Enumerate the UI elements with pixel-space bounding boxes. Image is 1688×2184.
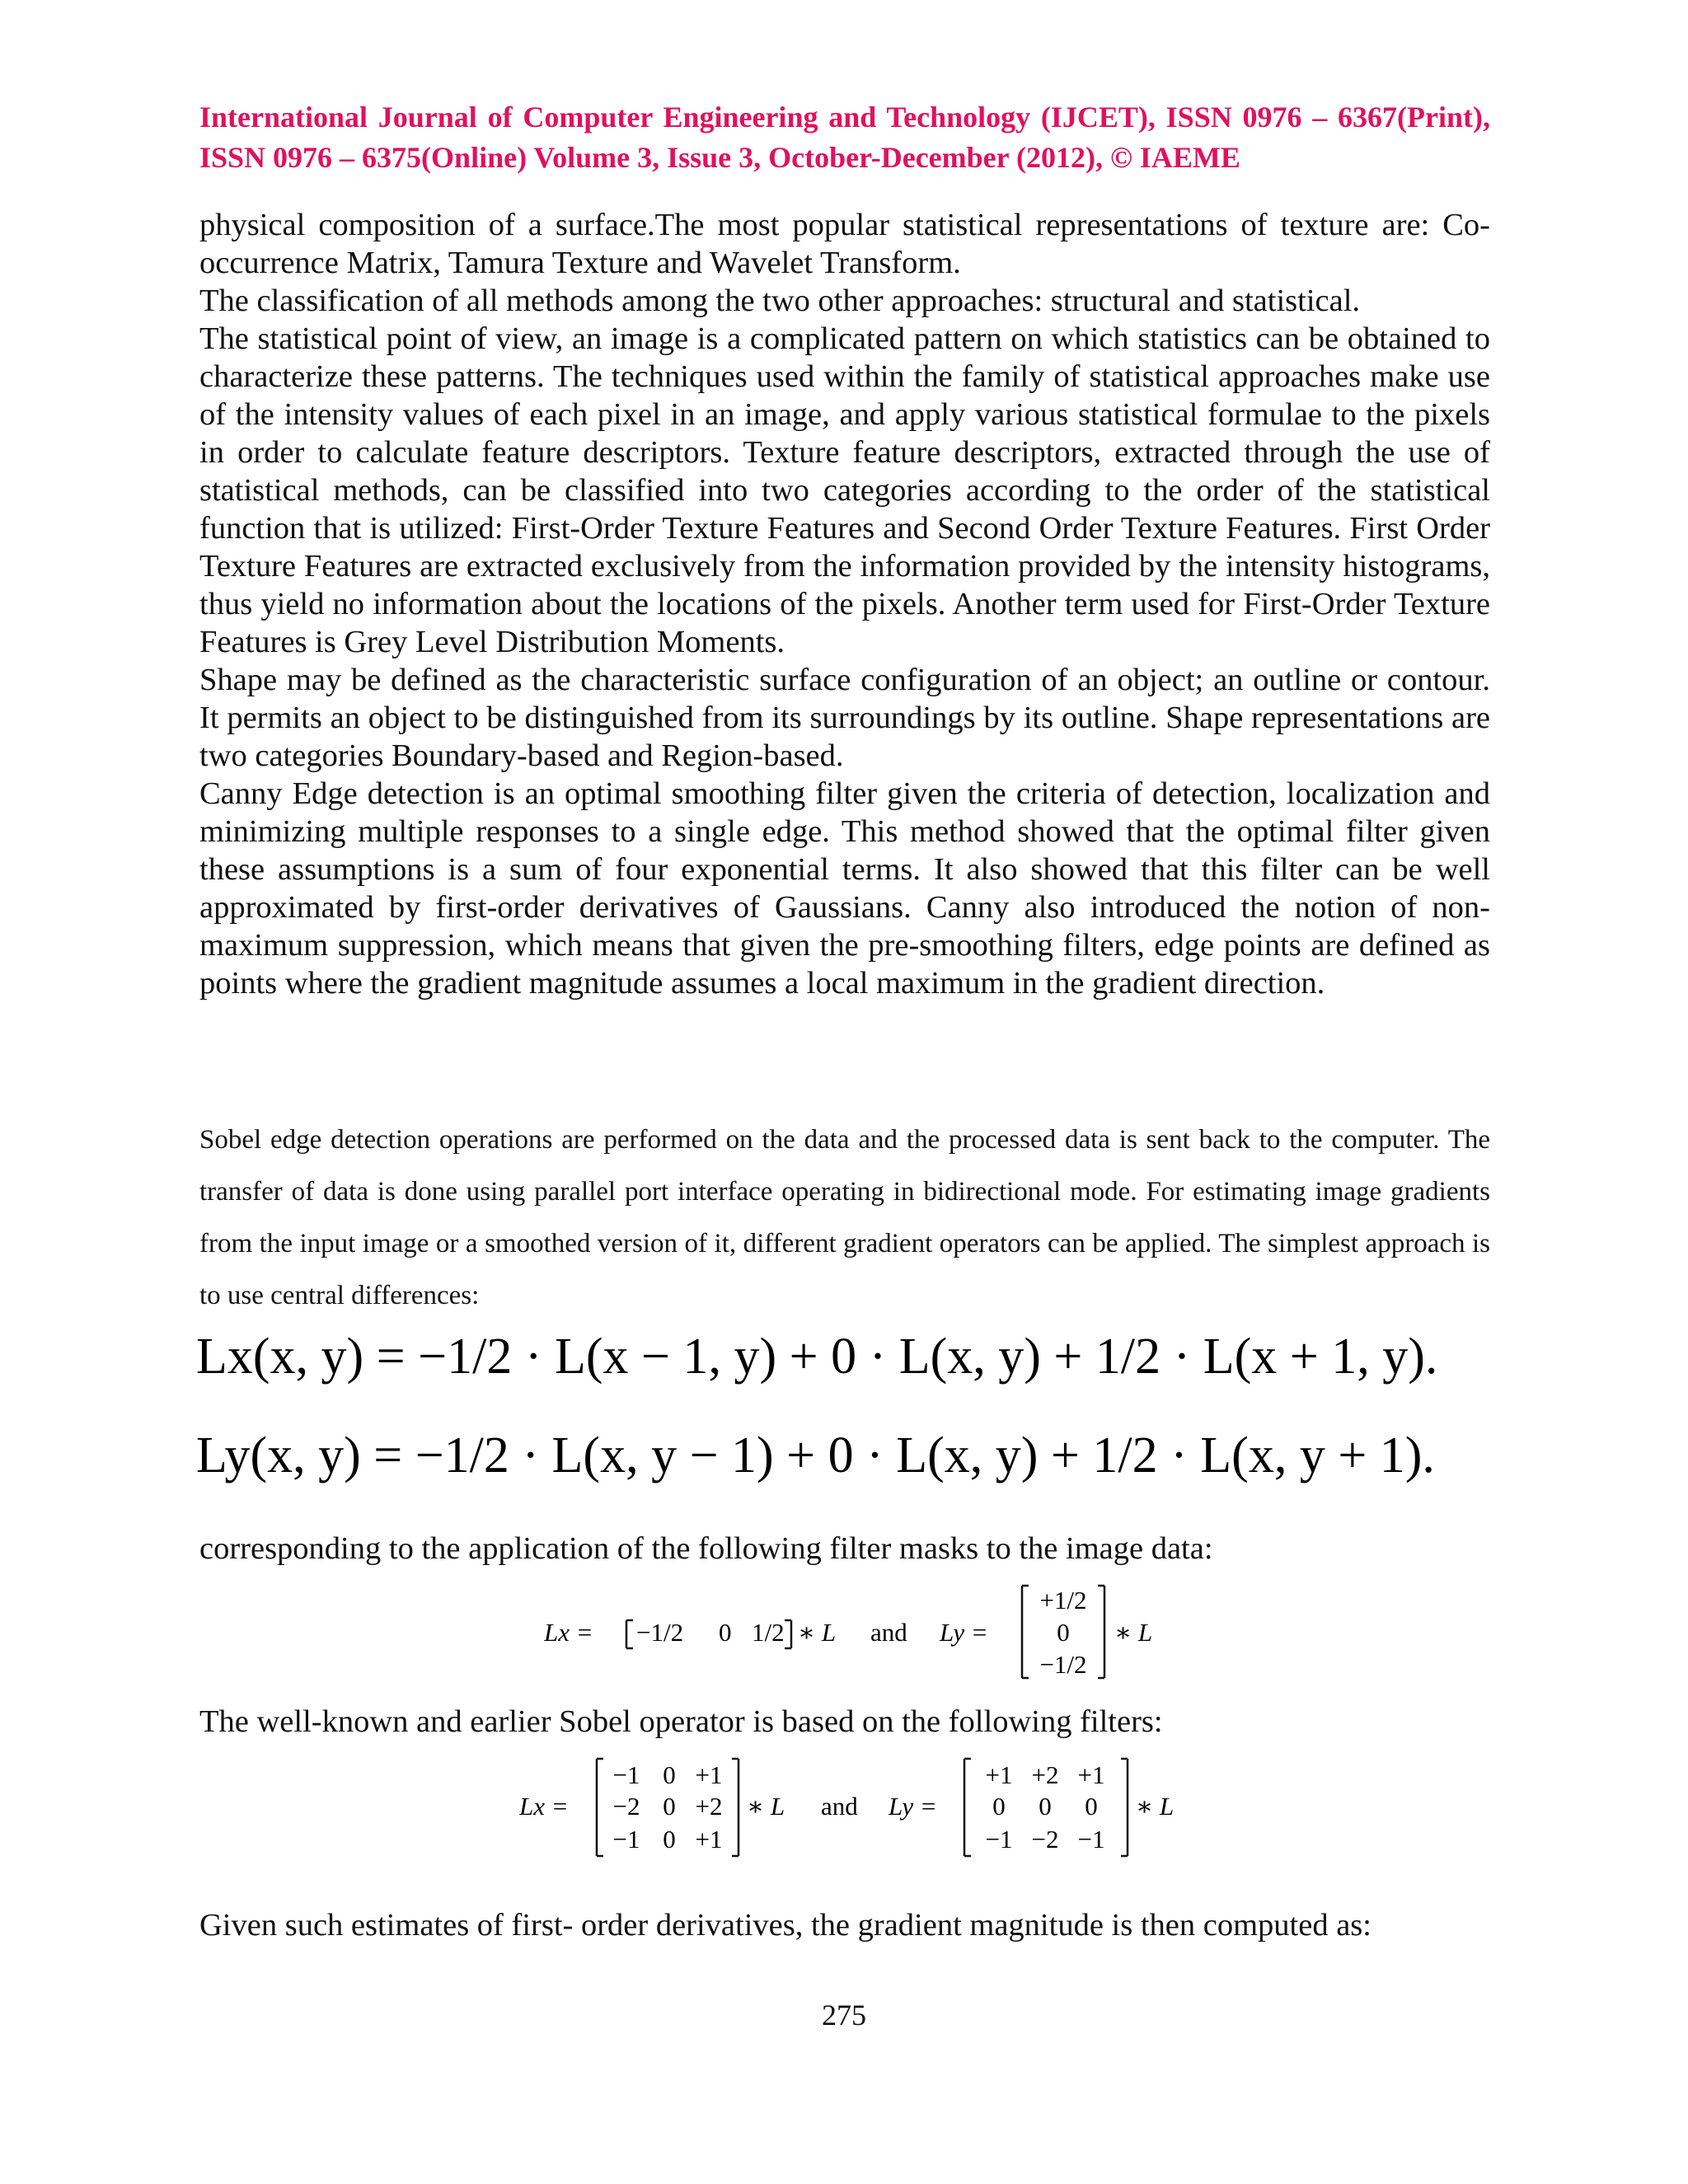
sobel-intro: The well-known and earlier Sobel operator is based on the following filters:: [199, 1704, 1163, 1739]
paragraph-sobel: Sobel edge detection operations are performed on the data and the processed data is sent back to the computer. The transfer of data is done using parallel port interface operating in bidirectional mode. For estimating image gradients from the input image or a smoothed version of it, different gradient operators can be applied. The simplest approach is to use central differences:: [199, 1125, 1490, 1310]
central-ly-bracket-right: [1098, 1586, 1104, 1678]
sobel-ly-lhs: Ly =: [889, 1792, 937, 1821]
central-ly-cell-2: 0: [1057, 1618, 1070, 1647]
sobel-and: and: [821, 1792, 858, 1821]
central-ly-cell-3: −1/2: [1039, 1650, 1087, 1679]
sobel-lx-cell-r2c3: +2: [695, 1792, 723, 1821]
paragraph-statistical: The statistical point of view, an image is a complicated pattern on which statistics can be obtained to characterize these patterns. The techniques used within the family of statistical approaches make use of the intensity values of each pixel in an image, and apply various statistical formulae to the pixels in order to calculate feature descriptors. Texture feature descriptors, extracted through the use of statistical methods, can be classified into two categories according to the order of the statistical function that is utilized: First-Order Texture Features and Second Order Texture Features. First Order Texture Features are extracted exclusively from the information provided by the intensity histograms, thus yield no information about the locations of the pixels. Another term used for First-Order Texture Features is Grey Level Distribution Moments.: [199, 321, 1490, 659]
equation-ly: [196, 1418, 1515, 1492]
sobel-lx-cell-r2c2: 0: [663, 1792, 676, 1821]
equation-lx: [196, 1319, 1515, 1393]
paragraph-shape: Shape may be defined as the characteristic surface configuration of an object; an outline or contour. It permits an object to be distinguished from its surroundings by its outline. Shape representations are two categories Boundary-based and Region-based.: [199, 663, 1490, 773]
sobel-ly-cell-r2c3: 0: [1085, 1792, 1098, 1821]
sobel-ly-cell-r2c2: 0: [1039, 1792, 1052, 1821]
sobel-lx-op: ∗ L: [747, 1792, 785, 1821]
sobel-lx-cell-r2c1: −2: [612, 1792, 640, 1821]
page-number: 275: [822, 1999, 866, 2032]
sobel-masks: [519, 1755, 1195, 1859]
paragraph-canny: Canny Edge detection is an optimal smoothing filter given the criteria of detection, localization and minimizing multiple responses to a single edge. This method showed that the optimal filter given these assumptions is a sum of four exponential terms. It also showed that this filter can be well approximated by first-order derivatives of Gaussians. Canny also introduced the notion of non-maximum suppression, which means that given the pre-smoothing filters, edge points are defined as points where the gradient magnitude assumes a local maximum in the gradient direction.: [199, 776, 1490, 1001]
journal-header: International Journal of Computer Engineering and Technology (IJCET), ISSN 0976 – 6367(Print), ISSN 0976 – 6375(Online) Volume 3, Issue 3, October-December (2012), © IAEME: [199, 101, 1490, 174]
central-lx-cell-2: 0: [719, 1618, 732, 1647]
central-lx-cell-1: −1/2: [636, 1618, 684, 1647]
filter-masks-intro: corresponding to the application of the following filter masks to the image data:: [199, 1531, 1213, 1566]
sobel-ly-cell-r2c1: 0: [992, 1792, 1006, 1821]
sobel-ly-cell-r1c3: +1: [1077, 1760, 1105, 1789]
central-ly-cell-1: +1/2: [1039, 1586, 1087, 1615]
sobel-lx-cell-r1c1: −1: [612, 1760, 640, 1789]
sobel-lx-cell-r3c2: 0: [663, 1825, 676, 1854]
central-masks: [544, 1581, 1170, 1680]
sobel-lx-cell-r3c1: −1: [612, 1825, 640, 1854]
central-ly-op: ∗ L: [1114, 1618, 1153, 1647]
sobel-lx-matrix: [613, 1760, 723, 1854]
central-lx-lhs: Lx =: [544, 1618, 593, 1647]
sobel-ly-cell-r3c3: −1: [1077, 1825, 1105, 1854]
sobel-lx-cell-r1c2: 0: [663, 1760, 676, 1789]
sobel-ly-cell-r3c1: −1: [985, 1825, 1013, 1854]
central-and: and: [870, 1618, 907, 1647]
gradient-intro: Given such estimates of first- order derivatives, the gradient magnitude is then computed as:: [199, 1908, 1372, 1943]
paragraph-texture: physical composition of a surface.The most popular statistical representations of texture are: Co-occurrence Matrix, Tamura Texture and Wavelet Transform.: [199, 208, 1490, 280]
central-lx-bracket-right: [785, 1620, 791, 1648]
sobel-ly-op: ∗ L: [1136, 1792, 1175, 1821]
sobel-lx-bracket-right: [732, 1759, 738, 1856]
central-ly-lhs: Ly =: [940, 1618, 988, 1647]
body-text: [199, 206, 1490, 1002]
sobel-ly-bracket-right: [1121, 1759, 1128, 1856]
equation-lx-text: Lx(x, y) = −1/2 · L(x − 1, y) + 0 · L(x, y) + 1/2 · L(x + 1, y).: [196, 1329, 1438, 1385]
paragraph-classification: The classification of all methods among the two other approaches: structural and statistical.: [199, 284, 1361, 318]
sobel-ly-cell-r3c2: −2: [1031, 1825, 1059, 1854]
sobel-ly-matrix: [986, 1760, 1105, 1854]
central-lx-bracket-left: [626, 1620, 633, 1648]
sobel-lx-cell-r1c3: +1: [695, 1760, 723, 1789]
sobel-ly-cell-r1c1: +1: [985, 1760, 1013, 1789]
sobel-ly-cell-r1c2: +2: [1031, 1760, 1059, 1789]
central-lx-op: ∗ L: [798, 1618, 837, 1647]
sobel-lx-cell-r3c3: +1: [695, 1825, 723, 1854]
sobel-paragraph-block: [199, 1114, 1490, 1322]
sobel-lx-lhs: Lx =: [519, 1792, 569, 1821]
equation-ly-text: Ly(x, y) = −1/2 · L(x, y − 1) + 0 · L(x, y) + 1/2 · L(x, y + 1).: [196, 1427, 1435, 1483]
sobel-lx-bracket-left: [597, 1759, 603, 1856]
sobel-ly-bracket-left: [964, 1759, 971, 1856]
central-ly-bracket-left: [1022, 1586, 1029, 1678]
central-lx-cell-3: 1/2: [752, 1618, 785, 1647]
